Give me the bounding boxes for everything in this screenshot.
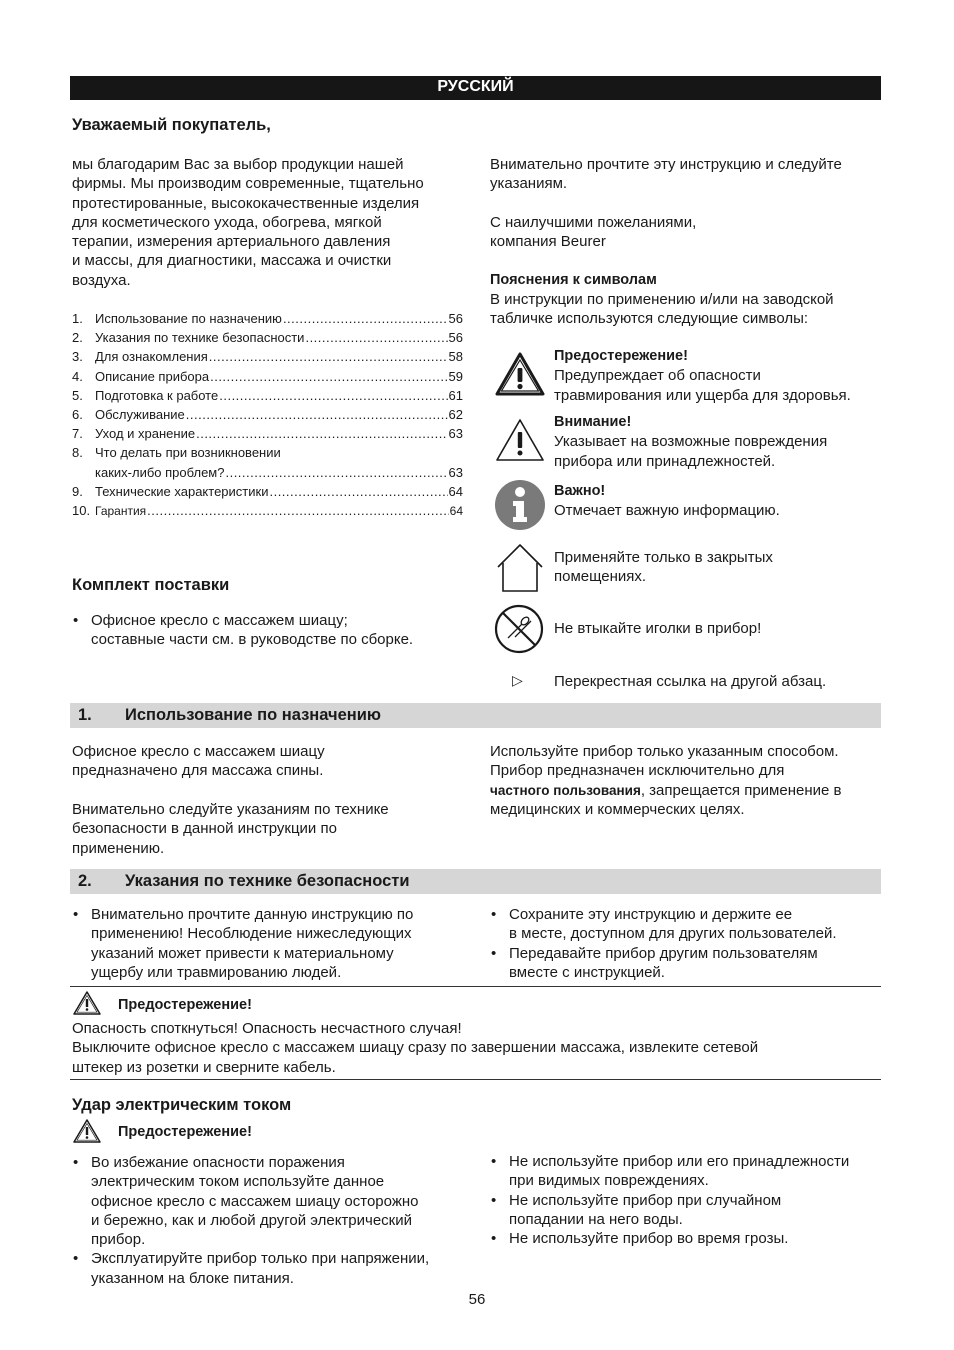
shock-list-left	[72, 1153, 472, 1288]
toc-entry[interactable]	[72, 386, 463, 405]
toc-entry[interactable]	[72, 443, 463, 462]
symbol-indoor-text: Применяйте только в закрытых помещениях.	[554, 549, 773, 586]
toc-entry[interactable]	[72, 347, 463, 366]
warning-triangle-icon	[72, 1118, 102, 1144]
text-line: медицинских и коммерческих целях.	[490, 800, 745, 818]
intro-text: мы благодарим Вас за выбор продукции нашей фирмы. Мы производим современные, тщательно протестированные, высококачественные изделия для косметического ухода, обогрева, мягкой терапии, измерения артериального давления и массы, для диагностики, массажа и очистки воздуха.	[72, 156, 424, 289]
symbols-heading: Пояснения к символам	[490, 272, 657, 288]
list-item: • Не используйте прибор при случайном попадании на него воды.	[490, 1191, 890, 1230]
list-item: • Сохраните эту инструкцию и держите ее в месте, доступном для других пользователей.	[490, 905, 890, 944]
symbol-text: Предупреждает об опасности травмирования или ущерба для здоровья.	[554, 367, 851, 404]
symbol-title: Важно!	[554, 483, 606, 499]
language-banner: РУССКИЙ	[70, 76, 881, 100]
warning-triangle-icon	[494, 351, 546, 397]
toc-num: 8.	[72, 445, 83, 461]
delivery-heading: Комплект поставки	[72, 576, 230, 594]
toc-label: Технические характеристики	[95, 483, 269, 499]
section-1-text-2: Внимательно следуйте указаниям по технике безопасности в данной инструкции по применению.	[72, 801, 389, 857]
symbol-title: Внимание!	[554, 414, 632, 430]
toc-page: 56	[448, 311, 463, 326]
symbols-intro: В инструкции по применению и/или на заводской табличке используются следующие символы:	[490, 291, 834, 328]
section-number: 1.	[78, 706, 92, 724]
toc-entry[interactable]	[72, 463, 463, 482]
toc-label: Указания по технике безопасности	[95, 330, 305, 346]
toc-label: Использование по назначению	[95, 311, 282, 326]
toc-entry[interactable]	[72, 424, 463, 443]
toc-label: Что делать при возникновении	[95, 445, 281, 461]
toc-entry[interactable]	[72, 328, 463, 347]
symbol-warning	[554, 347, 894, 405]
symbol-title: Предостережение!	[554, 348, 688, 364]
toc-entry[interactable]	[72, 405, 463, 424]
toc-label: каких-либо проблем?	[95, 464, 225, 480]
warning-title: Предостережение!	[118, 1124, 252, 1140]
list-item: • Внимательно прочтите данную инструкцию по применению! Несоблюдение нижеследующих указаний может привести к материальному ущербу или травмированию людей.	[72, 905, 472, 982]
toc-page: 63	[448, 426, 463, 442]
toc-num: 2.	[72, 330, 83, 346]
list-item: • Офисное кресло с массажем шиацу; составные части см. в руководстве по сборке.	[72, 611, 472, 650]
section-number: 2.	[78, 872, 92, 890]
caution-triangle-icon	[494, 417, 546, 463]
intro-right-text: Внимательно прочтите эту инструкцию и следуйте указаниям.	[490, 156, 842, 193]
safety-list-left	[72, 905, 472, 982]
list-item: • Не используйте прибор или его принадлежности при видимых повреждениях.	[490, 1152, 890, 1191]
toc-label: Для ознакомления	[95, 349, 208, 365]
no-needles-icon	[494, 604, 544, 654]
section-1-header	[70, 703, 881, 728]
text-line: Используйте прибор только указанным способом.	[490, 743, 839, 760]
toc-label: Подготовка к работе	[95, 387, 219, 403]
safety-list-right	[490, 905, 890, 982]
toc-page: 64	[448, 483, 463, 499]
text-line	[490, 781, 890, 800]
warning-triangle-icon	[72, 990, 102, 1016]
toc-num: 7.	[72, 426, 83, 442]
delivery-list	[72, 611, 472, 650]
toc-num: 4.	[72, 368, 83, 384]
toc-page: 58	[448, 349, 463, 365]
warning-title: Предостережение!	[118, 997, 252, 1013]
greeting-signoff: С наилучшими пожеланиями, компания Beurer	[490, 214, 697, 251]
text-line: Прибор предназначен исключительно для	[490, 762, 785, 780]
toc-entry[interactable]	[72, 367, 463, 386]
greeting-heading: Уважаемый покупатель,	[72, 116, 271, 134]
table-of-contents	[72, 309, 463, 520]
toc-label: Гарантия	[95, 503, 147, 518]
toc-num: 5.	[72, 387, 83, 403]
text-fragment: , запрещается применение в	[640, 781, 842, 799]
page-number: 56	[468, 1291, 486, 1308]
info-icon	[494, 479, 546, 531]
symbol-text: Отмечает важную информацию.	[554, 502, 780, 520]
symbol-crossref-text: Перекрестная ссылка на другой абзац.	[554, 673, 827, 690]
toc-label: Обслуживание	[95, 406, 185, 422]
list-item: • Передавайте прибор другим пользователям вместе с инструкцией.	[490, 944, 890, 983]
divider	[70, 986, 881, 987]
toc-entry[interactable]	[72, 501, 463, 520]
section-2-header	[70, 869, 881, 894]
symbol-important	[554, 482, 894, 521]
toc-page: 62	[448, 406, 463, 422]
toc-page: 56	[448, 330, 463, 346]
house-icon	[494, 542, 546, 594]
list-item: • Во избежание опасности поражения электрическим током используйте данное офисное кресло с массажем шиацу осторожно и бережно, как и любой другой электрический прибор.	[72, 1153, 472, 1249]
symbol-needles-text: Не втыкайте иголки в прибор!	[554, 620, 762, 637]
section-title: Использование по назначению	[125, 706, 381, 724]
triangle-arrow-icon: ▷	[512, 673, 523, 689]
symbol-caution	[554, 413, 894, 471]
symbol-text: Указывает на возможные повреждения прибора или принадлежностей.	[554, 433, 828, 470]
warning-text: Опасность споткнуться! Опасность несчастного случая! Выключите офисное кресло с массажем шиацу сразу по завершении массажа, извлеките сетевой штекер из розетки и сверните кабель.	[72, 1020, 759, 1076]
list-item: • Эксплуатируйте прибор только при напряжении, указанном на блоке питания.	[72, 1249, 472, 1288]
toc-num: 6.	[72, 406, 83, 422]
section-title: Указания по технике безопасности	[125, 872, 410, 890]
divider	[70, 1079, 881, 1080]
shock-heading: Удар электрическим током	[72, 1096, 292, 1114]
toc-label: Уход и хранение	[95, 426, 196, 442]
list-item: • Не используйте прибор во время грозы.	[490, 1229, 890, 1248]
toc-page: 61	[448, 387, 463, 403]
toc-num: 3.	[72, 349, 83, 365]
toc-num: 1.	[72, 311, 83, 326]
toc-label: Описание прибора	[95, 368, 210, 384]
toc-page: 63	[448, 464, 463, 480]
section-1-text-1: Офисное кресло с массажем шиацу предназначено для массажа спины.	[72, 743, 325, 780]
toc-num: 10.	[72, 502, 91, 518]
toc-entry[interactable]	[72, 309, 463, 328]
toc-entry[interactable]	[72, 482, 463, 501]
toc-num: 9.	[72, 483, 83, 499]
toc-page: 64	[449, 503, 463, 518]
private-use-emphasis: частного пользования	[490, 782, 641, 798]
toc-page: 59	[448, 368, 463, 384]
section-1-right-text	[490, 742, 890, 819]
shock-list-right	[490, 1152, 890, 1248]
